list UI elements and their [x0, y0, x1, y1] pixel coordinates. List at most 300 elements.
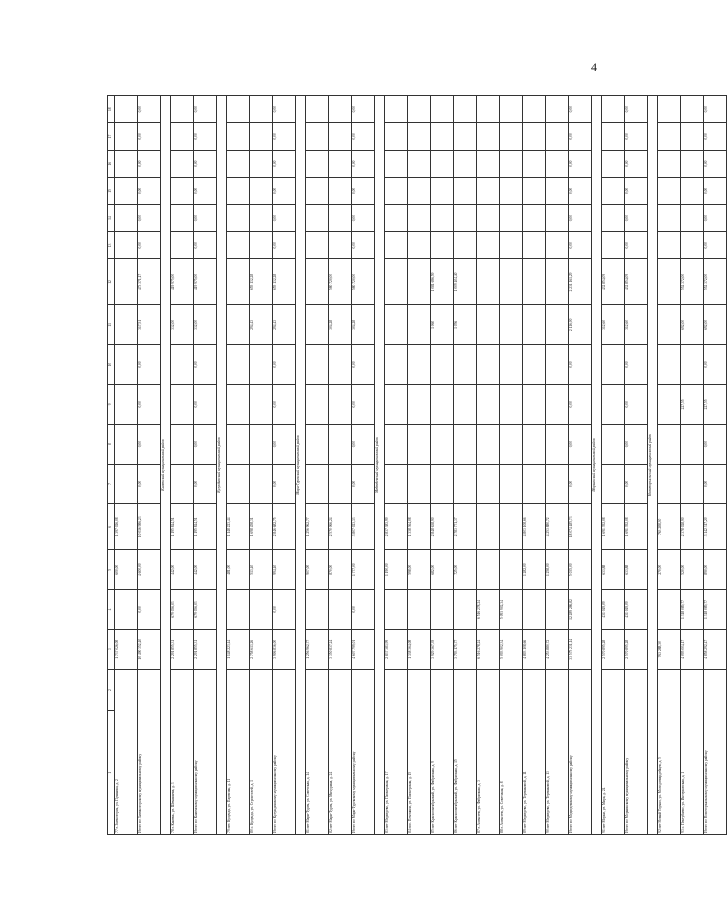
table-cell: 0,00	[352, 205, 375, 232]
table-cell: 907,00	[306, 550, 329, 590]
table-cell	[227, 123, 250, 150]
table-cell	[477, 504, 500, 550]
table-cell	[227, 590, 250, 630]
row-label: Итого по Змеиногорскому муниципальному району	[138, 669, 161, 834]
table-cell	[523, 123, 546, 150]
table-cell	[250, 123, 273, 150]
table-cell: 227,55	[681, 385, 704, 425]
row-label: 80 с. Кулунда, ул. Строителей, д. 1	[250, 669, 273, 834]
table-cell	[431, 205, 454, 232]
table-cell: 0,00	[352, 123, 375, 150]
table-cell: 1 081 696,59	[431, 259, 454, 305]
table-row	[625, 96, 648, 835]
table-cell: 763 288,30	[658, 504, 681, 550]
table-cell	[385, 150, 408, 177]
table-cell: 0,00	[194, 177, 217, 204]
table-cell	[306, 590, 329, 630]
table-cell: 1 258,00	[546, 550, 569, 590]
table-cell	[602, 177, 625, 204]
table-cell: 0,00	[273, 345, 296, 385]
table-row	[569, 96, 592, 835]
table-row	[250, 96, 273, 835]
table-cell: 0,00	[569, 123, 592, 150]
table-cell: 0,00	[273, 150, 296, 177]
table-cell: 270,00	[658, 550, 681, 590]
table-cell	[658, 259, 681, 305]
table-cell	[546, 259, 569, 305]
table-cell: 304,28	[329, 305, 352, 345]
table-cell	[408, 385, 431, 425]
table-cell	[227, 232, 250, 259]
table-cell: 1 698 458,31	[250, 504, 273, 550]
table-cell: 2 570 895,28	[602, 629, 625, 669]
table-cell: 890,00	[704, 550, 727, 590]
table-cell: 0,00	[138, 123, 161, 150]
row-label: Итого по Мари-Турекскому муниципальному району	[352, 669, 375, 834]
table-cell	[658, 232, 681, 259]
table-cell: 0,00	[569, 345, 592, 385]
table-cell: 679 036,03	[194, 590, 217, 630]
table-cell	[431, 177, 454, 204]
section-title: Медведевский муниципальный район	[375, 96, 385, 835]
table-cell	[523, 464, 546, 504]
table-cell	[329, 464, 352, 504]
row-label: 84 пос. Пемтаиси, ул. Пионерская, д. 15	[408, 669, 431, 834]
table-cell: 0,00	[194, 232, 217, 259]
table-cell: 679 036,03	[171, 590, 194, 630]
section-title: Новоторъяльский муниципальный район	[648, 96, 658, 835]
table-cell	[454, 177, 477, 204]
table-cell: 2 846 682,75	[273, 504, 296, 550]
table-cell	[431, 345, 454, 385]
table-cell	[658, 305, 681, 345]
table-cell: 0,00	[352, 424, 375, 464]
table-cell: 419 975,00	[194, 259, 217, 305]
section-title: Каменский муниципальный район	[161, 96, 171, 835]
table-cell: 33 575 231,14	[569, 629, 592, 669]
table-cell: 18 074 485,73	[569, 504, 592, 550]
table-cell: 473 371,17	[138, 259, 161, 305]
table-cell	[115, 205, 138, 232]
table-cell	[250, 590, 273, 630]
table-cell: 442,00	[171, 550, 194, 590]
table-cell	[431, 590, 454, 630]
table-cell	[546, 305, 569, 345]
table-cell: 10 016 986,23	[138, 504, 161, 550]
section-title: Кулундинский муниципальный район	[217, 96, 227, 835]
table-row	[523, 96, 546, 835]
table-cell	[681, 177, 704, 204]
row-label: 83 пгт Медведево, ул. Пионерская, д. 17	[385, 669, 408, 834]
table-cell	[385, 464, 408, 504]
table-cell: 0,00	[704, 205, 727, 232]
table-cell	[408, 259, 431, 305]
table-cell	[523, 385, 546, 425]
table-cell: 2 378 028,90	[681, 504, 704, 550]
row-label: 92 пгт Новый Торъял, ул. Молодогвардейцев, д. 5	[658, 669, 681, 834]
row-label: 87 г. Алексеев, ул. Фабричная, д. 3	[477, 669, 500, 834]
table-cell	[385, 385, 408, 425]
table-cell: 0,00	[625, 177, 648, 204]
table-body	[115, 96, 727, 835]
table-cell	[115, 345, 138, 385]
table-cell: 1 190,00	[385, 550, 408, 590]
column-header: 10	[108, 345, 115, 385]
column-header: 11	[108, 305, 115, 345]
table-row	[385, 96, 408, 835]
table-cell	[431, 123, 454, 150]
table-cell: 633,88	[602, 550, 625, 590]
table-cell	[329, 123, 352, 150]
table-cell	[546, 177, 569, 204]
table-cell	[250, 385, 273, 425]
table-cell: 0,00	[625, 385, 648, 425]
table-cell	[681, 96, 704, 123]
table-cell: 0,00	[704, 150, 727, 177]
rotated-table-container	[107, 95, 708, 835]
table-cell	[115, 177, 138, 204]
table-cell: 1 056	[454, 305, 477, 345]
table-cell	[115, 123, 138, 150]
table-cell: 227,55	[704, 385, 727, 425]
table-cell	[546, 424, 569, 464]
table-cell: 6 516 278,24	[477, 590, 500, 630]
table-cell: 580 720,00	[329, 259, 352, 305]
table-cell	[329, 232, 352, 259]
table-cell: 5 093 902,34	[500, 590, 523, 630]
table-cell: 0,00	[138, 590, 161, 630]
table-cell	[477, 96, 500, 123]
table-cell: 0,00	[569, 205, 592, 232]
table-cell: 0,00	[569, 150, 592, 177]
table-cell: 655 132,28	[250, 259, 273, 305]
table-cell	[658, 385, 681, 425]
table-cell	[602, 385, 625, 425]
table-cell: 2 758 613,26	[250, 629, 273, 669]
table-cell	[500, 123, 523, 150]
table-cell	[227, 305, 250, 345]
table-cell: 1 737 026,08	[115, 629, 138, 669]
column-header: 2	[108, 669, 115, 711]
section-row	[648, 96, 658, 835]
table-cell	[385, 424, 408, 464]
table-cell	[306, 177, 329, 204]
table-cell: 481,00	[227, 550, 250, 590]
page-number: 4	[591, 60, 597, 74]
table-cell	[329, 424, 352, 464]
table-cell	[306, 464, 329, 504]
table-cell	[385, 590, 408, 630]
table-cell	[523, 305, 546, 345]
table-cell	[523, 424, 546, 464]
table-cell: 0,00	[194, 150, 217, 177]
table-cell: 0,00	[138, 345, 161, 385]
data-table	[107, 95, 727, 835]
table-cell: 4 095 004,17	[681, 629, 704, 669]
section-row	[296, 96, 306, 835]
table-cell	[454, 590, 477, 630]
table-row	[352, 96, 375, 835]
table-cell	[546, 232, 569, 259]
table-cell: 0,00	[704, 123, 727, 150]
table-cell	[385, 345, 408, 385]
table-cell	[250, 205, 273, 232]
table-cell: 0,00	[704, 177, 727, 204]
column-header: 9	[108, 385, 115, 425]
table-cell: 0,00	[569, 464, 592, 504]
table-cell: 633,88	[625, 550, 648, 590]
table-cell: 0,00	[273, 590, 296, 630]
table-cell	[408, 150, 431, 177]
table-cell	[546, 150, 569, 177]
table-cell: 0,00	[273, 205, 296, 232]
table-cell: 3 350 837,24	[329, 629, 352, 669]
table-cell: 5 035,00	[569, 550, 592, 590]
table-cell: 0,00	[138, 232, 161, 259]
row-label: 85 пгт Краснооктябрьский, ул. Фабричная, д. 9	[431, 669, 454, 834]
table-cell: 0,00	[569, 232, 592, 259]
table-cell: 1 195 844,51	[194, 504, 217, 550]
table-cell: 1 148 223,44	[227, 629, 250, 669]
column-header: 17	[108, 123, 115, 150]
table-cell	[306, 205, 329, 232]
table-cell	[523, 177, 546, 204]
row-label: 90 пгт Медведево, ул. Терешковой, д. 13	[546, 669, 569, 834]
table-cell: 0,00	[569, 385, 592, 425]
table-cell: 4 803 108,66	[523, 629, 546, 669]
table-row	[546, 96, 569, 835]
table-cell	[658, 177, 681, 204]
table-cell: 3 929 367,39	[431, 629, 454, 669]
table-cell: 317,51	[138, 305, 161, 345]
table-cell	[408, 123, 431, 150]
section-title: Мари-Турекский муниципальный район	[296, 96, 306, 835]
table-cell	[500, 96, 523, 123]
table-cell	[681, 150, 704, 177]
table-cell: 312,60	[602, 305, 625, 345]
table-cell: 4 253 880,72	[546, 629, 569, 669]
table-cell: 598,00	[408, 550, 431, 590]
table-row	[408, 96, 431, 835]
table-cell	[329, 150, 352, 177]
table-cell	[250, 232, 273, 259]
table-cell: 763 288,30	[658, 629, 681, 669]
table-cell: 294,43	[273, 305, 296, 345]
table-cell: 0,00	[194, 464, 217, 504]
table-cell	[477, 385, 500, 425]
table-cell	[408, 96, 431, 123]
table-cell	[602, 123, 625, 150]
table-cell	[500, 177, 523, 204]
table-cell	[523, 205, 546, 232]
table-cell: 3 793 175,77	[454, 629, 477, 669]
table-cell	[500, 259, 523, 305]
table-cell: 332,00	[194, 305, 217, 345]
table-cell	[602, 96, 625, 123]
table-row	[431, 96, 454, 835]
table-cell	[306, 150, 329, 177]
table-cell: 0,00	[194, 123, 217, 150]
table-cell: 1 256 962,77	[306, 629, 329, 669]
table-cell: 4 600,00	[138, 550, 161, 590]
table-cell	[602, 150, 625, 177]
table-cell: 0,00	[138, 150, 161, 177]
table-cell	[454, 464, 477, 504]
table-cell	[681, 424, 704, 464]
table-cell	[171, 345, 194, 385]
table-cell: 0,00	[625, 123, 648, 150]
table-cell	[115, 150, 138, 177]
table-cell: 2 848 638,90	[431, 504, 454, 550]
table-cell	[500, 345, 523, 385]
table-cell	[431, 385, 454, 425]
table-cell	[329, 385, 352, 425]
table-cell	[171, 205, 194, 232]
table-cell: 0,00	[138, 205, 161, 232]
table-cell	[546, 385, 569, 425]
table-cell	[658, 123, 681, 150]
table-cell: 0,00	[138, 385, 161, 425]
table-cell: 312,60	[625, 305, 648, 345]
table-cell	[454, 345, 477, 385]
table-cell	[477, 205, 500, 232]
table-cell: 0,00	[273, 385, 296, 425]
table-cell: 0,00	[273, 177, 296, 204]
table-cell	[658, 464, 681, 504]
table-cell	[306, 259, 329, 305]
table-cell: 4 607 799,01	[352, 629, 375, 669]
table-cell: 0,00	[138, 464, 161, 504]
table-cell: 1 195 844,51	[171, 504, 194, 550]
row-label: Итого по Моркинскому муниципальному району	[625, 669, 648, 834]
table-cell: 0,00	[625, 464, 648, 504]
table-cell: 431 049,09	[602, 590, 625, 630]
column-header: 6	[108, 504, 115, 550]
table-cell: 0,00	[625, 96, 648, 123]
row-label: 88 г. Алексеев, ул. Советская, д. 8	[500, 669, 523, 834]
section-row	[217, 96, 227, 835]
table-cell: 0,00	[352, 232, 375, 259]
table-cell: 0,00	[352, 385, 375, 425]
table-cell: 3 142 317,20	[704, 504, 727, 550]
table-cell	[500, 424, 523, 464]
table-cell	[500, 504, 523, 550]
table-cell: 1 691 392,08	[602, 504, 625, 550]
table-cell	[477, 177, 500, 204]
table-cell: 2 783 771,37	[454, 504, 477, 550]
table-cell	[115, 96, 138, 123]
column-header: 15	[108, 177, 115, 204]
table-cell: 655 132,28	[273, 259, 296, 305]
table-cell	[454, 123, 477, 150]
table-cell	[500, 464, 523, 504]
table-row	[227, 96, 250, 835]
table-cell	[477, 464, 500, 504]
table-cell: 4 858 292,47	[704, 629, 727, 669]
table-row	[306, 96, 329, 835]
section-title: Моркинский муниципальный район	[592, 96, 602, 835]
table-cell	[250, 96, 273, 123]
table-cell: 0,00	[704, 464, 727, 504]
table-cell: 692,00	[681, 305, 704, 345]
table-cell: 4 803 108,66	[523, 504, 546, 550]
table-cell	[115, 232, 138, 259]
table-cell	[385, 205, 408, 232]
table-cell	[385, 123, 408, 150]
table-cell	[306, 385, 329, 425]
table-cell	[454, 205, 477, 232]
table-cell: 0,00	[194, 96, 217, 123]
row-label: Итого по Новоторъяльскому муниципальному району	[704, 669, 727, 834]
table-cell	[227, 424, 250, 464]
table-cell	[227, 205, 250, 232]
table-cell: 1 318 089,77	[704, 590, 727, 630]
table-cell	[385, 177, 408, 204]
table-cell: 682,00	[431, 550, 454, 590]
table-cell	[171, 96, 194, 123]
table-cell: 1 060	[431, 305, 454, 345]
table-cell: 2 837 383,99	[385, 504, 408, 550]
table-cell	[523, 590, 546, 630]
table-cell	[454, 232, 477, 259]
table-cell: 0,00	[194, 205, 217, 232]
table-cell	[171, 123, 194, 150]
row-label: 89 пгт Медведево, ул. Терешковой, д. 11	[523, 669, 546, 834]
table-cell: 0,00	[273, 123, 296, 150]
table-cell	[227, 345, 250, 385]
table-row	[602, 96, 625, 835]
table-cell: 1 691 392,08	[625, 504, 648, 550]
table-cell: 2 570 066,24	[329, 504, 352, 550]
table-cell	[329, 590, 352, 630]
table-cell: 1 282,00	[523, 550, 546, 590]
table-cell: 552 372,00	[681, 259, 704, 305]
section-row	[592, 96, 602, 835]
table-cell	[681, 123, 704, 150]
table-cell: 432 854,09	[625, 259, 648, 305]
table-cell: 0,00	[138, 424, 161, 464]
header-row	[108, 96, 115, 835]
table-cell	[408, 205, 431, 232]
table-cell	[500, 385, 523, 425]
table-cell	[329, 205, 352, 232]
table-cell	[408, 345, 431, 385]
table-cell	[658, 150, 681, 177]
table-cell	[431, 232, 454, 259]
table-cell	[385, 96, 408, 123]
table-row	[681, 96, 704, 835]
table-cell	[477, 305, 500, 345]
table-cell	[500, 305, 523, 345]
table-cell: 2 837 383,99	[385, 629, 408, 669]
table-cell	[658, 205, 681, 232]
section-row	[375, 96, 385, 835]
table-cell	[431, 150, 454, 177]
table-row	[138, 96, 161, 835]
table-cell	[306, 232, 329, 259]
table-cell	[477, 123, 500, 150]
table-cell	[306, 345, 329, 385]
table-cell: 1 338 364,08	[408, 504, 431, 550]
table-cell	[171, 232, 194, 259]
table-cell: 1 777,00	[352, 550, 375, 590]
row-label: Итого по Кулундинскому муниципальному району	[273, 669, 296, 834]
table-cell	[115, 464, 138, 504]
table-cell: 0,00	[569, 424, 592, 464]
table-row	[171, 96, 194, 835]
table-cell: 0,00	[704, 345, 727, 385]
table-cell: 0,00	[625, 205, 648, 232]
